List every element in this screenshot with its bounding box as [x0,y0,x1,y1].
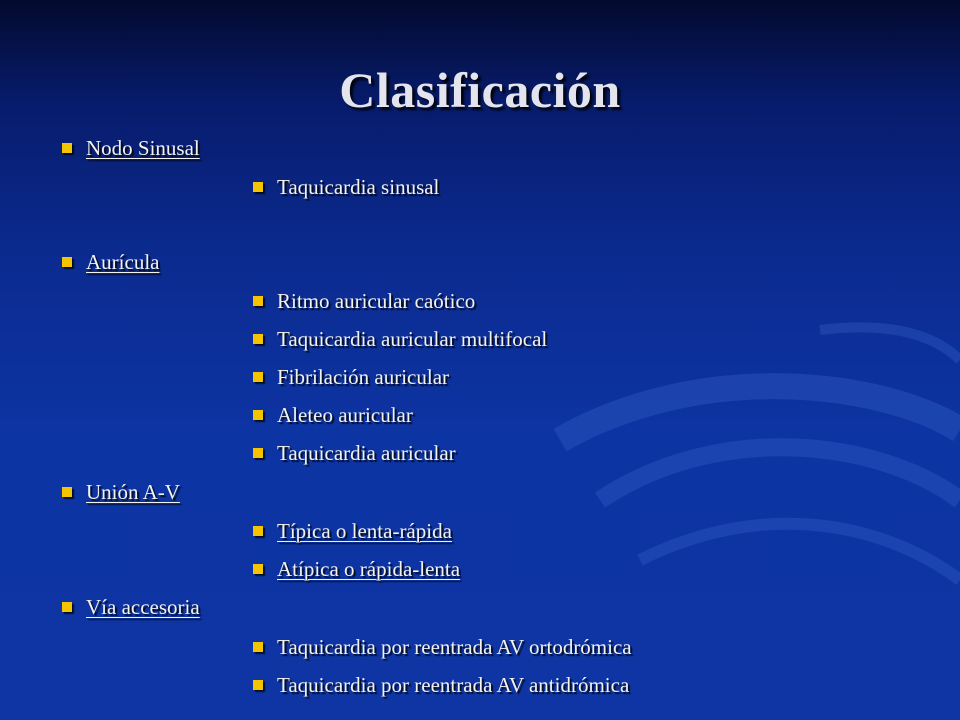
bullet-icon [253,296,263,306]
list-item [253,670,629,700]
list-item [253,516,452,546]
list-item-label: Aleteo auricular [277,403,413,427]
list-item [253,324,547,354]
section-heading-label: Unión A-V [86,480,180,504]
list-item [253,286,475,316]
list-item-label: Fibrilación auricular [277,365,450,389]
bullet-icon [253,182,263,192]
bullet-icon [253,410,263,420]
section-heading-label: Aurícula [86,250,160,274]
slide-title: Clasificación [339,62,621,118]
section-heading-label: Nodo Sinusal [86,136,200,160]
list-item [253,172,439,202]
list-item [253,362,449,392]
list-item-label: Taquicardia auricular multifocal [277,327,548,351]
bullet-icon [253,564,263,574]
bullet-icon [253,448,263,458]
list-item [253,438,456,468]
list-item-label: Taquicardia por reentrada AV antidrómica [277,673,630,697]
list-item-label: Taquicardia auricular [277,441,456,465]
list-item [253,400,413,430]
list-item-label: Ritmo auricular caótico [277,289,476,313]
list-item-label: Típica o lenta-rápida [277,519,452,543]
section-heading-union-av [62,477,180,507]
bullet-icon [253,680,263,690]
bullet-icon [62,143,72,153]
list-item-label: Taquicardia sinusal [277,175,440,199]
bullet-icon [253,334,263,344]
bullet-icon [62,257,72,267]
list-item [253,554,460,584]
list-item [253,632,632,662]
bullet-icon [62,487,72,497]
section-heading-nodo-sinusal [62,133,200,163]
section-heading-via-accesoria [62,592,200,622]
section-heading-auricula [62,247,159,277]
bullet-icon [253,526,263,536]
bullet-icon [253,372,263,382]
bullet-icon [62,602,72,612]
list-item-label: Atípica o rápida-lenta [277,557,461,581]
bullet-icon [253,642,263,652]
section-heading-label: Vía accesoria [86,595,200,619]
list-item-label: Taquicardia por reentrada AV ortodrómica [277,635,632,659]
